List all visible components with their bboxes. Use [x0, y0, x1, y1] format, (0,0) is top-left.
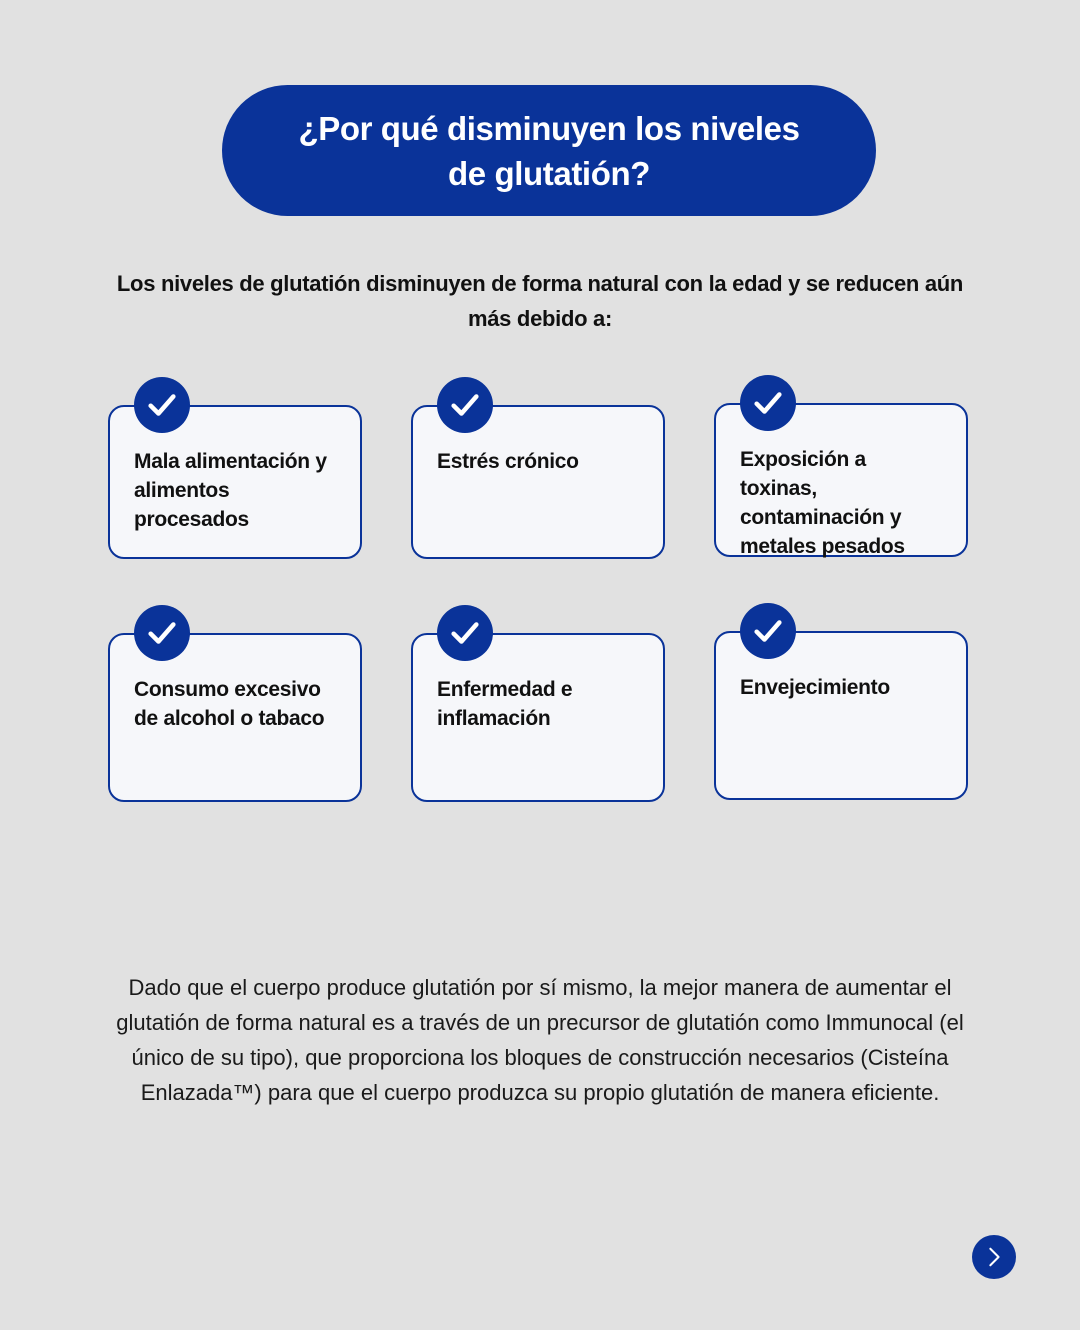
checkmark-icon	[740, 375, 796, 431]
card-label: Consumo excesivo de alcohol o tabaco	[134, 678, 325, 730]
reason-card-mala-alimentacion	[108, 405, 362, 559]
card-label: Estrés crónico	[437, 450, 579, 473]
intro-line-2: más debido a:	[467, 306, 613, 331]
checkmark-icon	[740, 603, 796, 659]
card-label: Enfermedad e inflamación	[437, 678, 573, 730]
checkmark-icon	[134, 605, 190, 661]
explanation-paragraph	[60, 970, 1020, 1110]
title-pill	[222, 85, 876, 216]
next-slide-button[interactable]	[972, 1235, 1016, 1279]
card-label: Mala alimentación y alimentos procesados	[134, 450, 327, 531]
intro-text	[90, 266, 990, 336]
card-label: Envejecimiento	[740, 676, 890, 699]
paragraph-line-4: Enlazada™) para que el cuerpo produzca su propio glutatión de manera eficiente.	[140, 1080, 940, 1105]
reason-card-toxinas	[714, 403, 968, 557]
card-label: Exposición a toxinas, contaminación y metales pesados	[740, 448, 905, 558]
checkmark-icon	[437, 605, 493, 661]
paragraph-line-1: Dado que el cuerpo produce glutatión por sí mismo, la mejor manera de aumentar el	[128, 975, 952, 1000]
checkmark-icon	[134, 377, 190, 433]
page-title-line-1: ¿Por qué disminuyen los niveles	[298, 109, 800, 147]
page-title-line-2: de glutatión?	[448, 154, 650, 192]
reason-card-envejecimiento	[714, 631, 968, 800]
chevron-right-icon	[983, 1246, 1005, 1268]
intro-line-1: Los niveles de glutatión disminuyen de forma natural con la edad y se reducen aún	[116, 271, 964, 296]
checkmark-icon	[437, 377, 493, 433]
reason-card-enfermedad	[411, 633, 665, 802]
paragraph-line-3: único de su tipo), que proporciona los bloques de construcción necesarios (Cisteína	[131, 1045, 949, 1070]
paragraph-line-2: glutatión de forma natural es a través de un precursor de glutatión como Immunocal (el	[116, 1010, 964, 1035]
reason-card-estres	[411, 405, 665, 559]
reason-card-alcohol-tabaco	[108, 633, 362, 802]
